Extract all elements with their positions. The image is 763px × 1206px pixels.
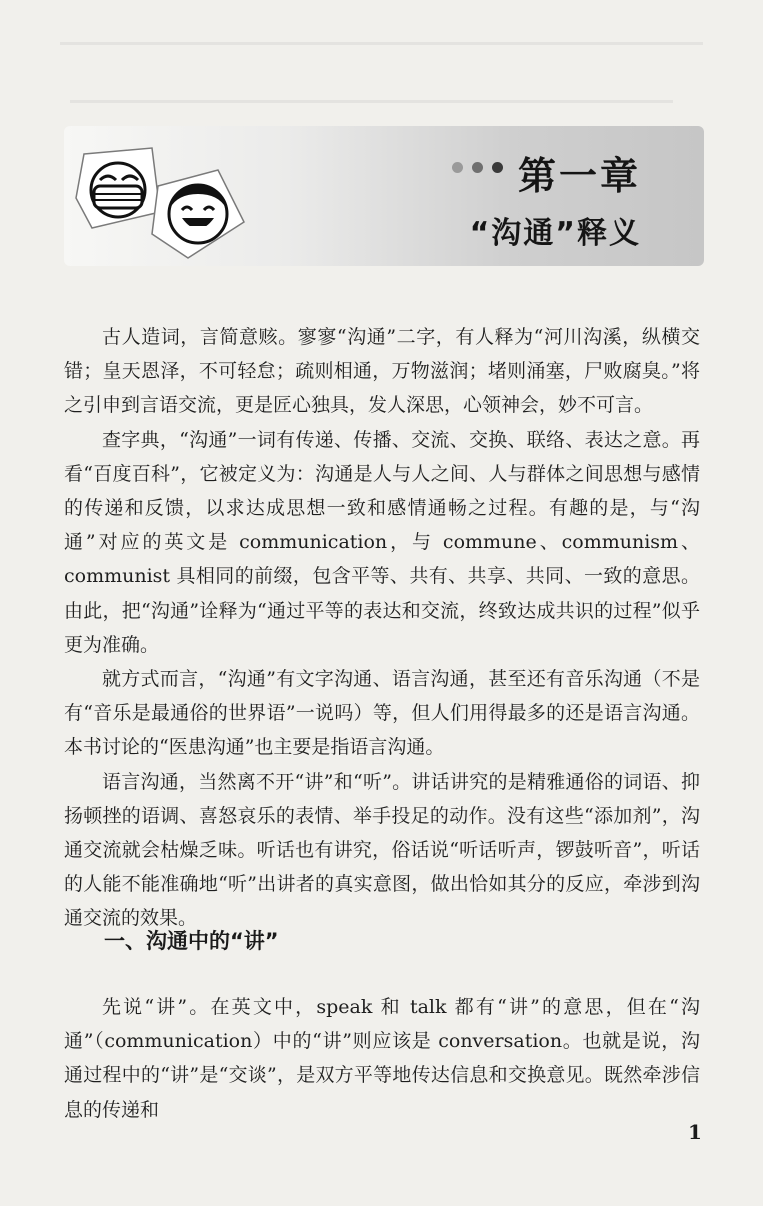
section-body xyxy=(64,990,700,1127)
paragraph: 语言沟通，当然离不开“讲”和“听”。讲话讲究的是精雅通俗的词语、抑扬顿挫的语调、喜怒哀乐的表情、举手投足的动作。没有这些“添加剂”，沟通交流就会枯燥乏味。听话也有讲究，俗话说“听话听声，锣鼓听音”，听话的人能不能准确地“听”出讲者的真实意图，做出恰如其分的反应，牵涉到沟通交流的效果。 xyxy=(64,770,700,930)
chapter-body xyxy=(64,320,700,936)
paragraph: 查字典，“沟通”一词有传递、传播、交流、交换、联络、表达之意。再看“百度百科”，它被定义为：沟通是人与人之间、人与群体之间思想与感情的传递和反馈，以求达成思想一致和感情通畅之过程。有趣的是，与“沟通”对应的英文是 communication，与 commune、communism、communist 具相同的前缀，包含平等、共有、共享、共同、一致的意思。由此，把“沟通”诠释为“通过平等的表达和交流，终致达成共识的过程”似乎更为准确。 xyxy=(64,428,700,656)
paragraph: 先说“讲”。在英文中，speak 和 talk 都有“讲”的意思，但在“沟通”（communication）中的“讲”则应该是 conversation。也就是说，沟通过程中的“讲”是“交谈”，是双方平等地传达信息和交换意见。既然牵涉信息的传递和 xyxy=(64,996,700,1121)
dot-light xyxy=(452,162,463,173)
paragraph: 古人造词，言简意赅。寥寥“沟通”二字，有人释为“河川沟溪，纵横交错；皇天恩泽，不可轻怠；疏则相通，万物滋润；堵则涌塞，尸败腐臭。”将之引申到言语交流，更是匠心独具，发人深思，心领神会，妙不可言。 xyxy=(64,326,700,417)
banner-dots xyxy=(452,162,503,173)
paragraph: 就方式而言，“沟通”有文字沟通、语言沟通，甚至还有音乐沟通（不是有“音乐是最通俗的世界语”一说吗）等，但人们用得最多的还是语言沟通。本书讨论的“医患沟通”也主要是指语言沟通。 xyxy=(64,668,700,759)
chapter-number: 第一章 xyxy=(517,154,641,198)
bleed-through-line xyxy=(60,42,703,45)
laughing-face-icon xyxy=(148,164,248,264)
chapter-title: “沟通”释义 xyxy=(469,216,641,251)
dot-dark xyxy=(492,162,503,173)
bleed-through-line xyxy=(70,100,673,103)
section-heading: 一、沟通中的“讲” xyxy=(104,929,279,953)
dot-medium xyxy=(472,162,483,173)
page-number: 1 xyxy=(688,1120,702,1144)
